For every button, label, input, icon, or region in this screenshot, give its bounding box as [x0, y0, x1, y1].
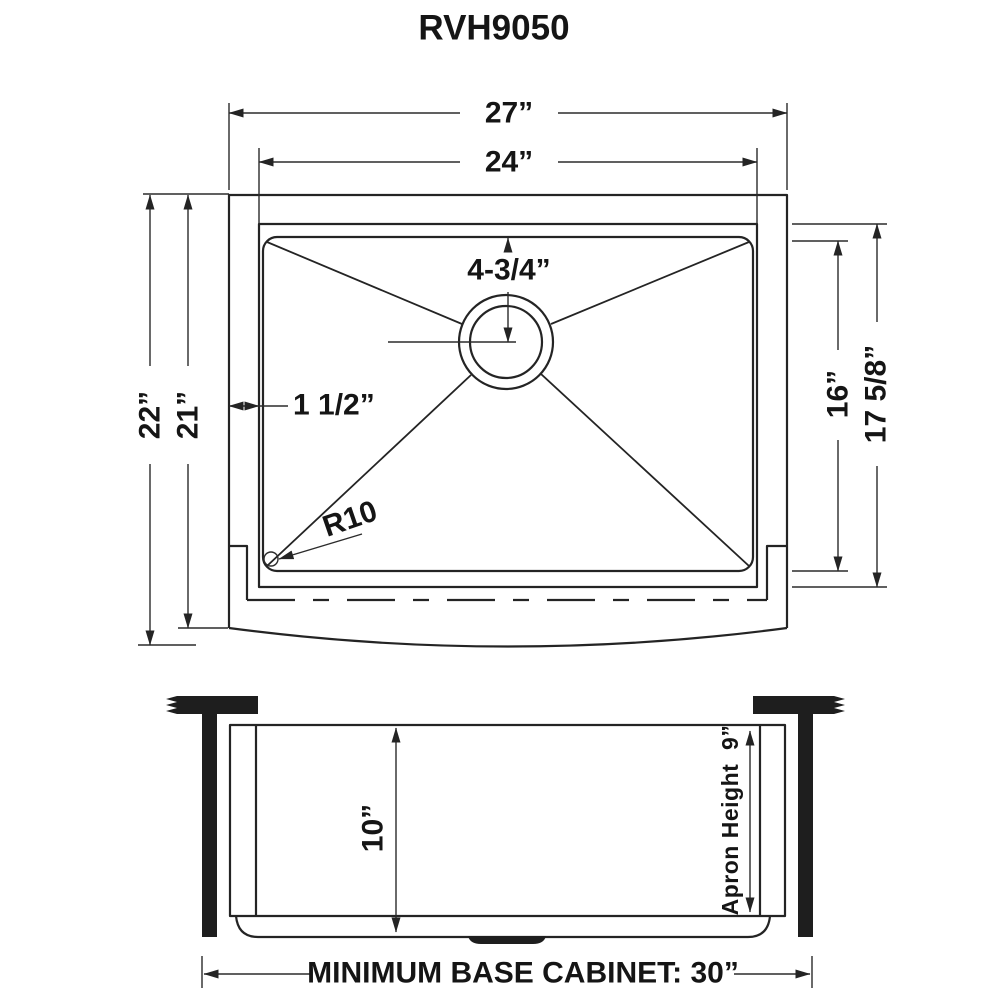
- dim-depth-rim-label: 17 5/8”: [859, 344, 893, 444]
- cabinet-wall-right: [798, 713, 813, 937]
- dim-width-overall-label: 27”: [484, 96, 534, 130]
- extension-lines: [138, 103, 887, 645]
- dim-apron-height: [717, 725, 750, 916]
- dim-depth-overall-label: 22”: [133, 390, 167, 440]
- dim-depth-rim: [860, 224, 893, 587]
- sink-side-walls: [256, 725, 760, 916]
- dim-bowl-depth-label: 10”: [356, 803, 390, 853]
- dim-rim-width-label: 1 1/2”: [293, 388, 375, 422]
- dim-depth-front: [172, 195, 205, 628]
- apron-front-curve: [229, 628, 787, 647]
- dim-depth-overall: [134, 195, 167, 645]
- dim-depth-inner: [822, 241, 855, 571]
- drain-fitting: [468, 936, 546, 944]
- countertop-right: [753, 696, 845, 714]
- dim-bowl-depth: [357, 728, 397, 932]
- side-view-dimensions: [202, 725, 812, 990]
- dim-depth-inner-label: 16”: [821, 369, 855, 419]
- bowl-bottom: [236, 916, 770, 937]
- countertop-left: [166, 696, 258, 714]
- corner-radius-mark: [264, 552, 278, 566]
- dim-width-overall: [229, 97, 787, 130]
- dim-drain-offset-label: 4-3/4”: [467, 253, 551, 287]
- apron-front-panel: [230, 725, 785, 916]
- dim-base-cabinet-label: MINIMUM BASE CABINET: 30”: [307, 956, 739, 990]
- dim-corner-radius-label: R10: [318, 494, 382, 544]
- dim-depth-front-label: 21”: [171, 390, 205, 440]
- dim-base-cabinet: [202, 956, 812, 990]
- dim-corner-radius: [279, 494, 381, 559]
- dim-width-inner-label: 24”: [484, 145, 534, 179]
- dim-width-inner: [259, 146, 757, 179]
- dim-apron-height-label: Apron Height 9”: [717, 724, 743, 916]
- dim-rim-width: [229, 389, 375, 422]
- side-view: [166, 696, 845, 944]
- cabinet-wall-left: [202, 713, 217, 937]
- page-title: RVH9050: [418, 8, 570, 48]
- apron-side-steps: [229, 546, 787, 600]
